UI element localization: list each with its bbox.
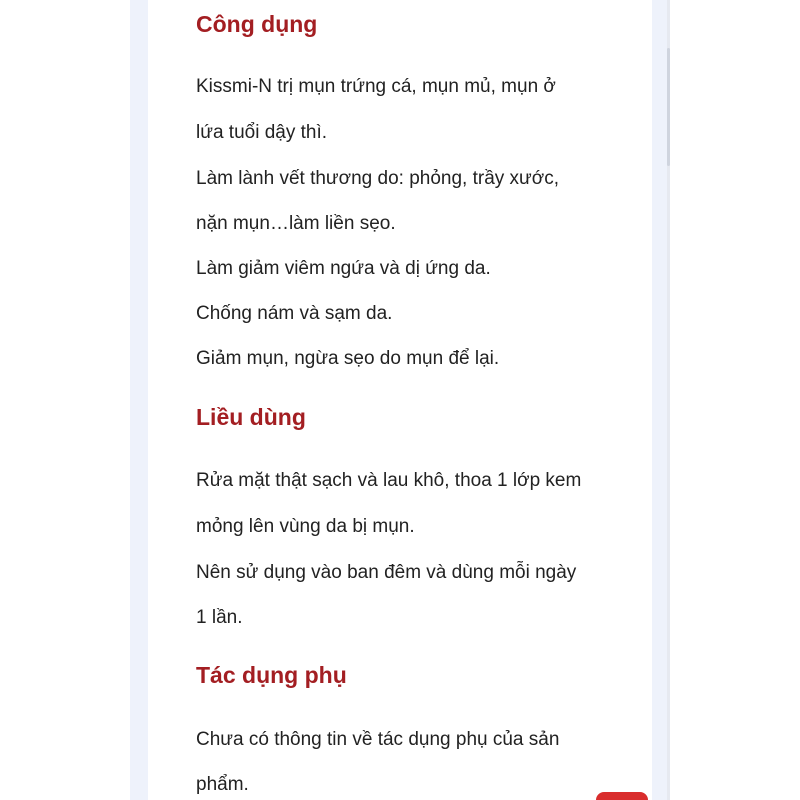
- body-text-line: phẩm.: [196, 774, 249, 795]
- body-text-line: Rửa mặt thật sạch và lau khô, thoa 1 lớp kem: [196, 470, 582, 491]
- body-text-line: Kissmi-N trị mụn trứng cá, mụn mủ, mụn ở: [196, 76, 556, 97]
- body-text-line: Nên sử dụng vào ban đêm và dùng mỗi ngày: [196, 562, 577, 583]
- body-text-line: Làm lành vết thương do: phỏng, trầy xước,: [196, 168, 559, 189]
- scrollbar-thumb[interactable]: [667, 48, 670, 166]
- article-content: [148, 0, 652, 800]
- body-text-line: 1 lần.: [196, 607, 243, 628]
- floating-action-button[interactable]: [596, 792, 648, 800]
- body-text-line: lứa tuổi dậy thì.: [196, 122, 328, 143]
- section-heading-lieu-dung: Liều dùng: [196, 404, 306, 430]
- body-text-line: nặn mụn…làm liền sẹo.: [196, 213, 396, 234]
- section-heading-cong-dung: Công dụng: [196, 11, 318, 37]
- body-text-line: Giảm mụn, ngừa sẹo do mụn để lại.: [196, 348, 500, 369]
- left-margin-band: [130, 0, 148, 800]
- body-text-line: Chống nám và sạm da.: [196, 303, 393, 324]
- section-heading-tac-dung-phu: Tác dụng phụ: [196, 662, 347, 688]
- body-text-line: Chưa có thông tin về tác dụng phụ của sản: [196, 729, 560, 750]
- body-text-line: Làm giảm viêm ngứa và dị ứng da.: [196, 258, 491, 279]
- body-text-line: mỏng lên vùng da bị mụn.: [196, 516, 415, 537]
